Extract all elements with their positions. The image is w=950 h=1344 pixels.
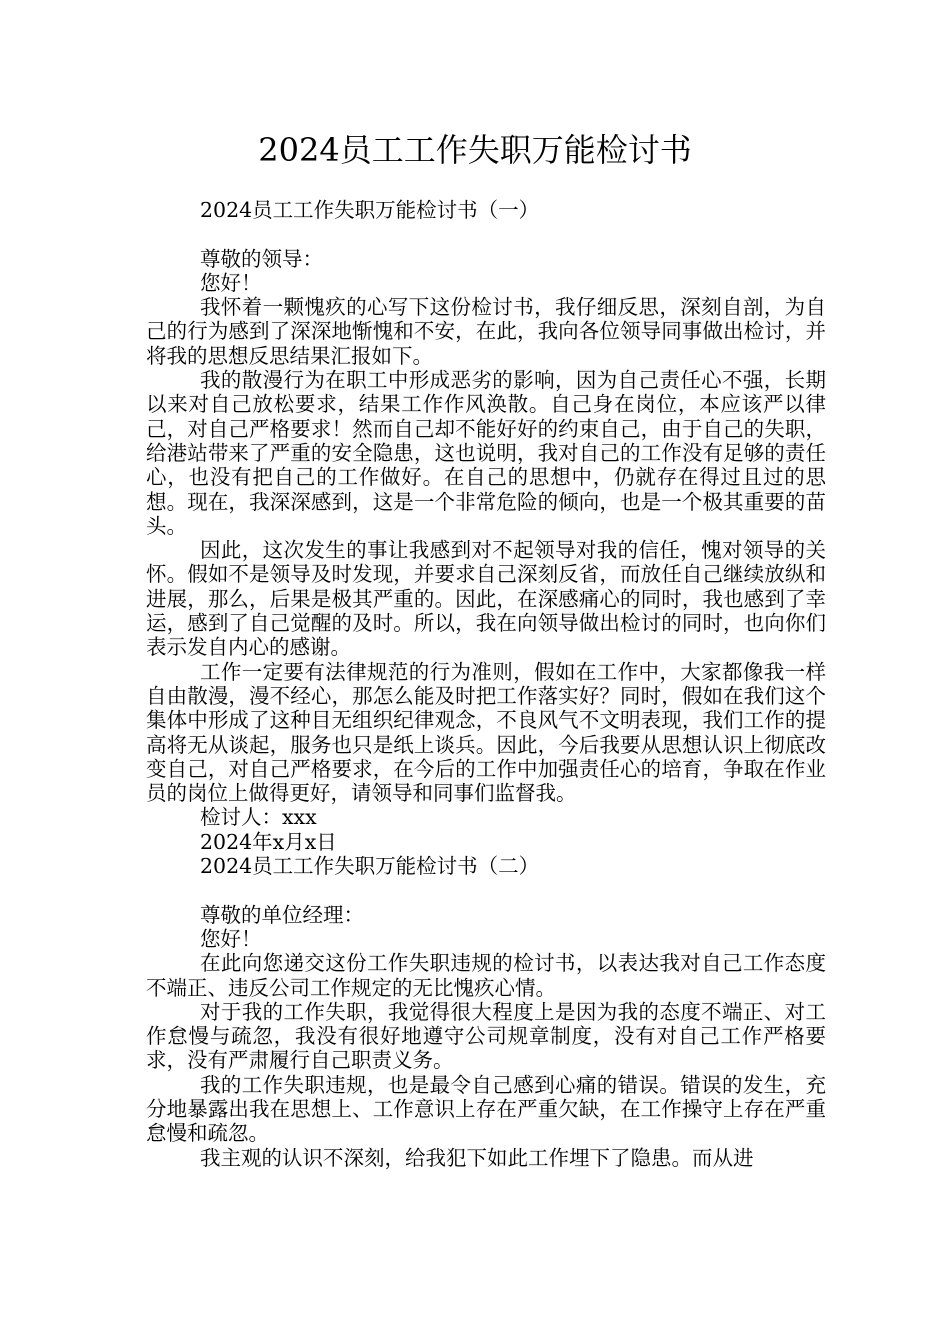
section-1-salutation: 尊敬的领导： [200, 246, 323, 271]
blank-line [146, 878, 826, 902]
blank-line [146, 222, 826, 246]
section-1-paragraph: 因此，这次发生的事让我感到对不起领导对我的信任，愧对领导的关怀。假如不是领导及时发现，并要求自己深刻反省，而放任自己继续放纵和进展，那么，后果是极其严重的。因此，在深感痛心的同时，我也感到了幸运，感到了自己觉醒的及时。所以，我在向领导做出检讨的同时，也向你们表示发自内心的感谢。 [146, 538, 826, 660]
section-2-paragraph: 对于我的工作失职，我觉得很大程度上是因为我的态度不端正、对工作怠慢与疏忽，我没有很好地遵守公司规章制度，没有对自己工作严格要求，没有严肃履行自己职责义务。 [146, 999, 826, 1073]
document-body [146, 198, 826, 1170]
section-1-date: 2024年x月x日 [200, 829, 337, 854]
section-1-paragraph: 我怀着一颗愧疚的心写下这份检讨书，我仔细反思，深刻自剖，为自己的行为感到了深深地惭愧和不安，在此，我向各位领导同事做出检讨，并将我的思想反思结果汇报如下。 [146, 295, 826, 368]
document-title: 2024员工工作失职万能检讨书 [258, 131, 692, 169]
section-1-paragraph: 我的散漫行为在职工中形成恶劣的影响，因为自己责任心不强，长期以来对自己放松要求，结果工作作风涣散。自己身在岗位，本应该严以律己，对自己严格要求！然而自己却不能好好的约束自己，由于自己的失职，给港站带来了严重的安全隐患，这也说明，我对自己的工作没有足够的责任心，也没有把自己的工作做好。在自己的思想中，仍就存在得过且过的思想。现在，我深深感到，这是一个非常危险的倾向，也是一个极其重要的苗头。 [146, 368, 826, 538]
section-2-paragraph: 我主观的认识不深刻，给我犯下如此工作埋下了隐患。而从进 [200, 1145, 754, 1170]
section-2-heading: 2024员工工作失职万能检讨书（二） [200, 854, 540, 879]
section-1-paragraph: 工作一定要有法律规范的行为准则，假如在工作中，大家都像我一样自由散漫，漫不经心，那怎么能及时把工作落实好？同时，假如在我们这个集体中形成了这种目无组织纪律观念，不良风气不文明表现，我们工作的提高将无从谈起，服务也只是纸上谈兵。因此，今后我要从思想认识上彻底改变自己，对自己严格要求，在今后的工作中加强责任心的培育，争取在作业员的岗位上做得更好，请领导和同事们监督我。 [146, 659, 826, 806]
section-1-heading: 2024员工工作失职万能检讨书（一） [200, 198, 540, 222]
section-2-greeting: 您好！ [200, 926, 262, 951]
section-1-signer: 检讨人：xxx [200, 805, 317, 830]
section-1-greeting: 您好！ [200, 270, 262, 295]
section-2-salutation: 尊敬的单位经理： [200, 902, 364, 927]
section-2-paragraph: 我的工作失职违规，也是最令自己感到心痛的错误。错误的发生，充分地暴露出我在思想上、工作意识上存在严重欠缺，在工作操守上存在严重怠慢和疏忽。 [146, 1072, 826, 1146]
section-2-paragraph: 在此向您递交这份工作失职违规的检讨书，以表达我对自己工作态度不端正、违反公司工作规定的无比愧疚心情。 [146, 951, 826, 1000]
